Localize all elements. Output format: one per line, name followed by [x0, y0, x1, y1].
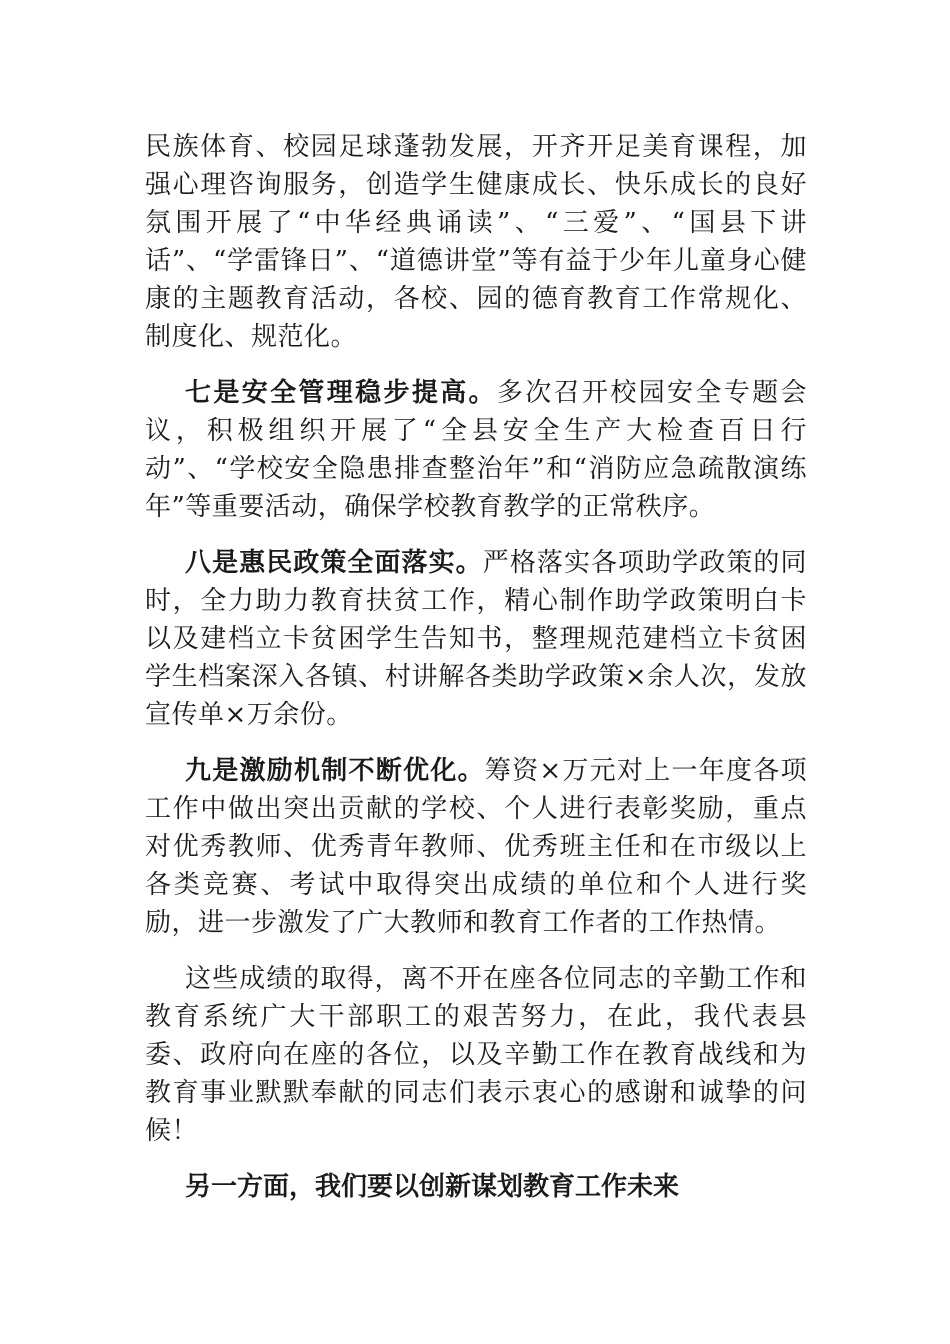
paragraph-incentive [145, 752, 807, 942]
paragraph-policy [145, 544, 807, 734]
paragraph-text: 严格落实各项助学政策的同时，全力助力教育扶贫工作，精心制作助学政策明白卡以及建档立卡贫困学生告知书，整理规范建档立卡贫困学生档案深入各镇、村讲解各类助学政策×余人次，发放宣传单×万余份。 [145, 548, 807, 730]
paragraph-text: 这些成绩的取得，离不开在座各位同志的辛勤工作和教育系统广大干部职工的艰苦努力，在此，我代表县委、政府向在座的各位，以及辛勤工作在教育战线和为教育事业默默奉献的同志们表示衷心的感谢和诚挚的问候！ [145, 964, 807, 1146]
paragraph-text: 多次召开校园安全专题会议，积极组织开展了“全县安全生产大检查百日行动”、“学校安全隐患排查整治年”和“消防应急疏散演练年”等重要活动，确保学校教育教学的正常秩序。 [145, 378, 807, 522]
paragraph-thanks [145, 960, 807, 1150]
paragraph-lead: 八是惠民政策全面落实。 [185, 548, 483, 578]
paragraph-safety [145, 374, 807, 526]
section-heading: 另一方面，我们要以创新谋划教育工作未来 [185, 1172, 680, 1202]
paragraph-lead: 七是安全管理稳步提高。 [185, 378, 497, 408]
document-page [145, 128, 807, 1206]
paragraph-continued [145, 128, 807, 356]
paragraph-text: 筹资×万元对上一年度各项工作中做出突出贡献的学校、个人进行表彰奖励，重点对优秀教师、优秀青年教师、优秀班主任和在市级以上各类竞赛、考试中取得突出成绩的单位和个人进行奖励，进一步激发了广大教师和教育工作者的工作热情。 [145, 756, 807, 938]
paragraph-text: 民族体育、校园足球蓬勃发展，开齐开足美育课程，加强心理咨询服务，创造学生健康成长、快乐成长的良好氛围开展了“中华经典诵读”、“三爱”、“国县下讲话”、“学雷锋日”、“道德讲堂”等有益于少年儿童身心健康的主题教育活动，各校、园的德育教育工作常规化、制度化、规范化。 [145, 132, 807, 352]
paragraph-lead: 九是激励机制不断优化。 [185, 756, 485, 786]
